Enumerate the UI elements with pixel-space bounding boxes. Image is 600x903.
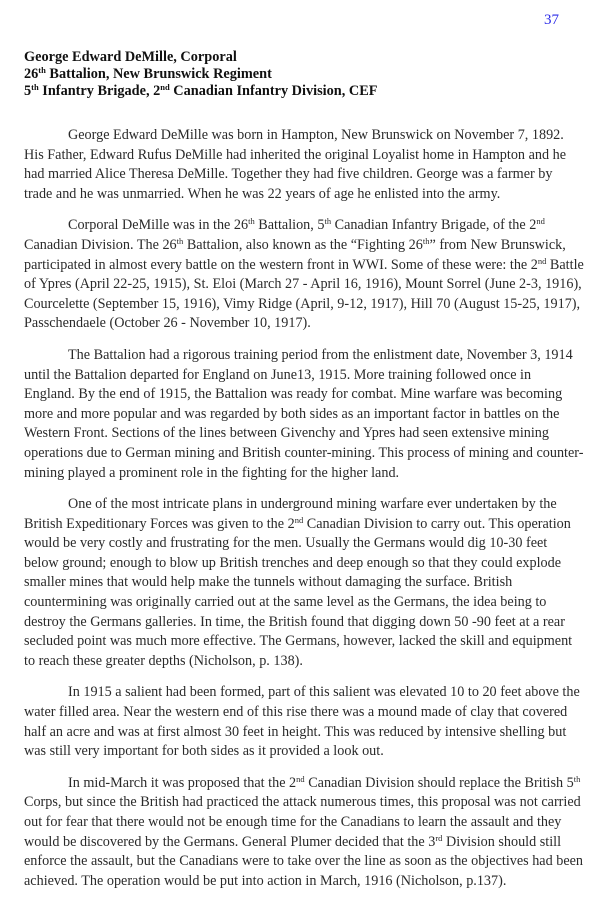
paragraph-text: George Edward DeMille was born in Hampton, New Brunswick on November 7, 1892. His Father, Edward Rufus DeMille had inherited the original Loyalist home in Hampton and he had married Alice Theresa DeMille. Together they had five children. George was a farmer by trade and he was unmarried. When he was 22 years of age he enlisted into the army. — [24, 127, 566, 202]
paragraph-text: Canadian Division. The 26 — [24, 236, 177, 253]
paragraph-text: Corps, but since the British had practiced the attack numerous times, this proposal was not carried out for fear that there would not be enough time for the Canadians to learn the assault and they would be discovered by the Germans. General Plumer decided that the 3 — [24, 794, 581, 850]
ordinal-suffix: th — [31, 82, 39, 92]
heading-text: 26 — [24, 66, 39, 82]
paragraph — [24, 216, 584, 334]
ordinal-suffix: th — [176, 235, 184, 246]
ordinal-suffix: nd — [296, 773, 305, 784]
paragraph-text: Division should still enforce the assault, but the Canadians were to take over the line as soon as the objectives had been achieved. The operation would be put into action in March, 1916 (Nicholson, p.137). — [24, 833, 584, 889]
paragraph-text: Canadian Division should replace the British 5 — [304, 774, 574, 791]
ordinal-suffix: rd — [435, 832, 443, 843]
ordinal-suffix: th — [324, 216, 332, 227]
ordinal-suffix: th — [248, 216, 255, 227]
heading-text: Battalion, New Brunswick Regiment — [45, 66, 272, 82]
document-body — [24, 126, 584, 903]
paragraph — [24, 774, 584, 892]
paragraph-text: Corporal DeMille was in the 26 — [68, 217, 249, 234]
heading-text: Infantry Brigade, 2 — [38, 83, 161, 99]
paragraph — [24, 126, 584, 204]
heading-name-rank: George Edward DeMille, Corporal — [24, 49, 237, 65]
paragraph-text: ” from New Brunswick, participated in almost every battle on the western front in WWI. Some of these were: the 2 — [24, 236, 566, 273]
paragraph-text: One of the most intricate plans in underground mining warfare ever undertaken by the British Expeditionary Forces was given to the 2 — [24, 496, 557, 532]
ordinal-suffix: nd — [537, 255, 547, 266]
paragraph-text: Battle of Ypres (April 22-25, 1915), St. Eloi (March 27 - April 16, 1916), Mount Sorrel (June 2-3, 1916), Courcelette (September 15, 1916), Vimy Ridge (April, 9-12, 1917), Hill 70 (August 15-25, 1917), Passchendaele (October 26 - November 10, 1917). — [24, 256, 584, 332]
paragraph-text: Canadian Infantry Brigade, of the 2 — [331, 217, 537, 234]
paragraph-text: Battalion, also known as the “Fighting 26 — [183, 236, 423, 253]
paragraph — [24, 683, 584, 761]
paragraph-text: In mid-March it was proposed that the 2 — [68, 774, 297, 791]
heading-text: 5 — [24, 83, 32, 99]
ordinal-suffix: nd — [160, 82, 170, 92]
paragraph — [24, 346, 584, 483]
paragraph-text: The Battalion had a rigorous training period from the enlistment date, November 3, 1914 until the Battalion departed for England on June13, 1915. More training followed once in England. By the end of 1915, the Battalion was ready for combat. Mine warfare was becoming more and more popular and was regarded by both sides as an important factor in battles on the Western Front. Sections of the lines between Givenchy and Ypres had seen extensive mining operations due to German mining and British counter-mining. This process of mining and counter-mining played a prominent role in the fighting for the higher land. — [24, 346, 584, 481]
ordinal-suffix: th — [422, 235, 430, 246]
page-number: 37 — [544, 12, 559, 28]
heading-brigade-division — [24, 83, 377, 100]
ordinal-suffix: nd — [294, 514, 304, 525]
ordinal-suffix: th — [38, 65, 46, 75]
paragraph-text: Battalion, 5 — [254, 217, 325, 234]
document-heading — [24, 49, 377, 100]
paragraph — [24, 495, 584, 671]
paragraph-text: In 1915 a salient had been formed, part of this salient was elevated 10 to 20 feet above the water filled area. Near the western end of this rise there was a mound made of clay that covered half an acre and was at first almost 30 feet in height. This was reduced by intensive shelling but was still very important for both sides as it provided a look out. — [24, 684, 580, 760]
ordinal-suffix: th — [573, 773, 581, 784]
heading-battalion — [24, 66, 377, 83]
ordinal-suffix: nd — [536, 216, 545, 227]
heading-text: Canadian Infantry Division, CEF — [169, 83, 378, 99]
paragraph-text: Canadian Division to carry out. This operation would be very costly and frustrating for the men. Usually the Germans would dig 10-30 feet below ground; enough to blow up British trenches and deep enough so that they could explode smaller mines that would help make the tunnels without damaging the surface. British countermining was originally carried out at the same level as the Germans, the idea being to destroy the Germans galleries. In time, the British found that digging down 50 -90 feet at a rear secluded point was much more effective. The Germans, however, lacked the skill and equipment to reach these greater depths (Nicholson, p. 138). — [24, 515, 573, 669]
